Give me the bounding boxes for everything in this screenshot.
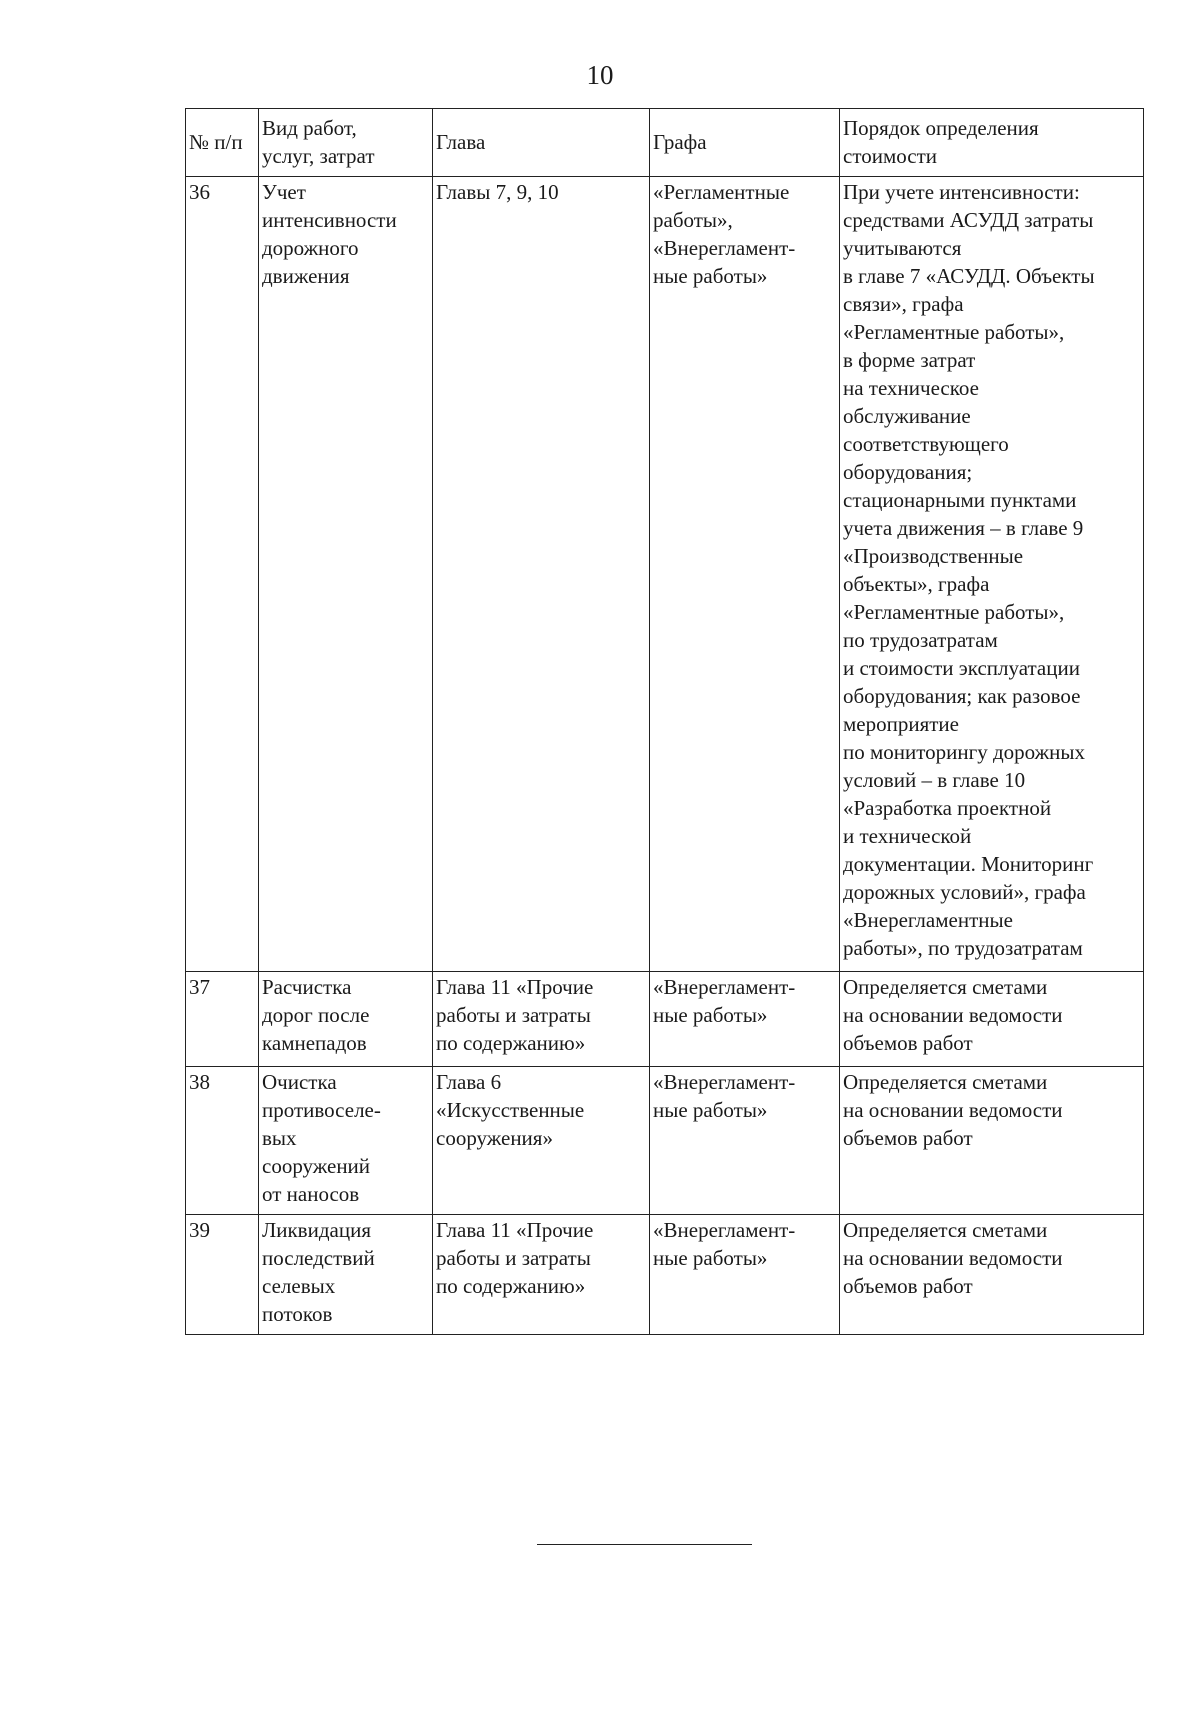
cell-line: связи», графа	[843, 292, 964, 316]
cell-line: «Регламентные работы»,	[843, 320, 1065, 344]
cell-line: по содержанию»	[436, 1274, 586, 1298]
cell-graph	[650, 1215, 840, 1335]
header-num: № п/п	[186, 109, 259, 177]
cell-line: ные работы»	[653, 1003, 768, 1027]
cell-line: в главе 7 «АСУДД. Объекты	[843, 264, 1095, 288]
cell-line: ные работы»	[653, 1246, 768, 1270]
cell-chapter	[433, 1215, 650, 1335]
cell-cost	[840, 1215, 1144, 1335]
cell-graph	[650, 177, 840, 972]
cell-line: Определяется сметами	[843, 1218, 1048, 1242]
cell-line: Глава 6	[436, 1070, 502, 1094]
cell-line: «Производственные	[843, 544, 1024, 568]
cell-line: 36	[189, 180, 210, 204]
cell-line: по содержанию»	[436, 1031, 586, 1055]
cell-chapter	[433, 177, 650, 972]
cell-line: на техническое	[843, 376, 979, 400]
cell-line: оборудования; как разовое	[843, 684, 1081, 708]
cell-line: «Внерегламент-	[653, 236, 796, 260]
cell-line: ные работы»	[653, 264, 768, 288]
cell-line: Учет	[262, 180, 306, 204]
cell-graph	[650, 972, 840, 1067]
cell-line: условий – в главе 10	[843, 768, 1026, 792]
header-graph: Графа	[650, 109, 840, 177]
header-chapter: Глава	[433, 109, 650, 177]
cell-line: и стоимости эксплуатации	[843, 656, 1080, 680]
cell-line: соответствующего	[843, 432, 1009, 456]
cell-line: последствий	[262, 1246, 375, 1270]
cell-line: «Внерегламент-	[653, 1218, 796, 1242]
cell-chapter	[433, 1067, 650, 1215]
cell-line: по трудозатратам	[843, 628, 998, 652]
cell-line: дорожных условий», графа	[843, 880, 1086, 904]
cell-chapter	[433, 972, 650, 1067]
cost-table	[185, 108, 1144, 1335]
cell-line: работы»,	[653, 208, 733, 232]
cell-work	[259, 177, 433, 972]
cell-num	[186, 177, 259, 972]
table-row	[186, 1067, 1144, 1215]
cell-num	[186, 1215, 259, 1335]
cell-line: объекты», графа	[843, 572, 990, 596]
header-cost: Порядок определения стоимости	[840, 109, 1144, 177]
cell-line: дорожного	[262, 236, 359, 260]
cell-line: камнепадов	[262, 1031, 367, 1055]
cell-line: Глава 11 «Прочие	[436, 1218, 594, 1242]
cell-line: Определяется сметами	[843, 1070, 1048, 1094]
table-body	[186, 177, 1144, 1335]
cell-line: работы и затраты	[436, 1003, 591, 1027]
cell-cost	[840, 1067, 1144, 1215]
cell-line: и технической	[843, 824, 972, 848]
end-rule	[537, 1544, 752, 1545]
cell-line: Ликвидация	[262, 1218, 371, 1242]
cell-num	[186, 1067, 259, 1215]
cell-line: Главы 7, 9, 10	[436, 180, 559, 204]
cell-cost	[840, 177, 1144, 972]
cell-line: на основании ведомости	[843, 1003, 1063, 1027]
cell-line: работы и затраты	[436, 1246, 591, 1270]
table-header	[186, 109, 1144, 177]
cell-line: «Внерегламент-	[653, 1070, 796, 1094]
cell-line: селевых	[262, 1274, 336, 1298]
cell-line: «Искусственные	[436, 1098, 585, 1122]
cell-line: в форме затрат	[843, 348, 976, 372]
cell-line: Расчистка	[262, 975, 352, 999]
header-row	[186, 109, 1144, 177]
cell-line: стационарными пунктами	[843, 488, 1077, 512]
cell-work	[259, 972, 433, 1067]
cell-line: Очистка	[262, 1070, 337, 1094]
cell-line: мероприятие	[843, 712, 959, 736]
cell-line: на основании ведомости	[843, 1098, 1063, 1122]
cell-cost	[840, 972, 1144, 1067]
cell-line: от наносов	[262, 1182, 360, 1206]
cell-work	[259, 1067, 433, 1215]
cell-line: объемов работ	[843, 1031, 973, 1055]
cell-line: «Внерегламент-	[653, 975, 796, 999]
cell-line: сооружения»	[436, 1126, 553, 1150]
table-row	[186, 1215, 1144, 1335]
table-row	[186, 972, 1144, 1067]
cell-line: 37	[189, 975, 210, 999]
page-number: 10	[586, 60, 614, 90]
cell-line: объемов работ	[843, 1274, 973, 1298]
cell-line: противоселе-	[262, 1098, 381, 1122]
cell-line: дорог после	[262, 1003, 370, 1027]
cell-line: по мониторингу дорожных	[843, 740, 1086, 764]
cell-line: работы», по трудозатратам	[843, 936, 1083, 960]
cell-num	[186, 972, 259, 1067]
cell-line: «Регламентные работы»,	[843, 600, 1065, 624]
cell-line: объемов работ	[843, 1126, 973, 1150]
cell-line: интенсивности	[262, 208, 397, 232]
cell-line: средствами АСУДД затраты	[843, 208, 1094, 232]
table-row	[186, 177, 1144, 972]
cell-line: вых	[262, 1126, 297, 1150]
cell-line: движения	[262, 264, 350, 288]
cell-line: сооружений	[262, 1154, 371, 1178]
cell-line: «Внерегламентные	[843, 908, 1013, 932]
cell-line: «Разработка проектной	[843, 796, 1052, 820]
cell-line: учитываются	[843, 236, 962, 260]
cell-line: «Регламентные	[653, 180, 790, 204]
cell-line: 38	[189, 1070, 210, 1094]
cell-line: 39	[189, 1218, 210, 1242]
cell-line: потоков	[262, 1302, 333, 1326]
cell-line: Глава 11 «Прочие	[436, 975, 594, 999]
cell-line: документации. Мониторинг	[843, 852, 1094, 876]
header-work: Вид работ, услуг, затрат	[259, 109, 433, 177]
cell-graph	[650, 1067, 840, 1215]
cell-line: При учете интенсивности:	[843, 180, 1080, 204]
cell-line: обслуживание	[843, 404, 971, 428]
cell-line: учета движения – в главе 9	[843, 516, 1084, 540]
cell-line: ные работы»	[653, 1098, 768, 1122]
cell-work	[259, 1215, 433, 1335]
cell-line: Определяется сметами	[843, 975, 1048, 999]
cell-line: оборудования;	[843, 460, 973, 484]
cell-line: на основании ведомости	[843, 1246, 1063, 1270]
